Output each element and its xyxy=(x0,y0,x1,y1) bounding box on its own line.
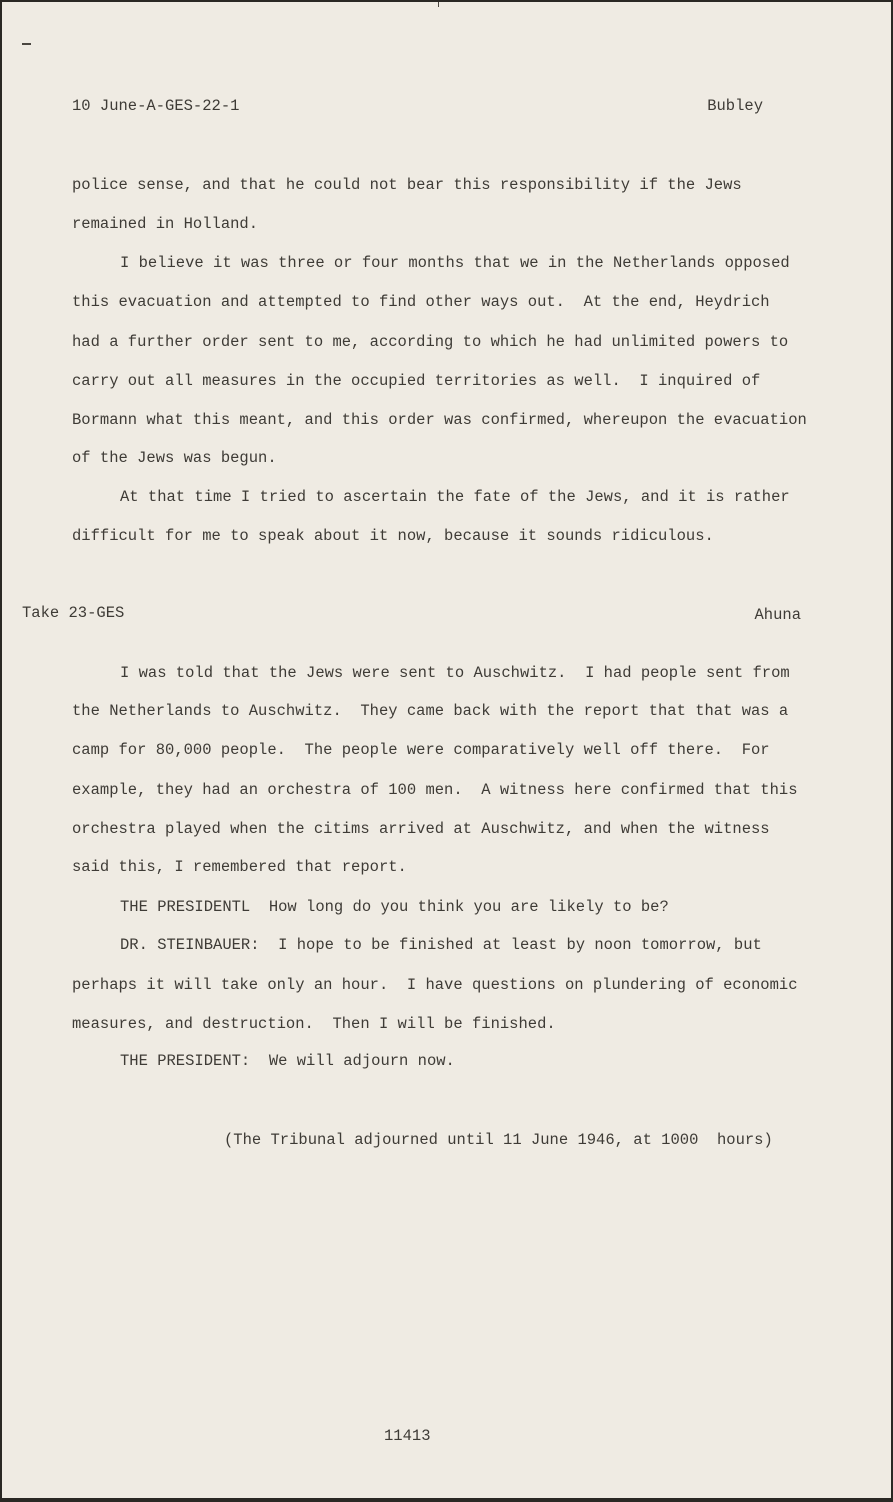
text-line: Bormann what this meant, and this order was confirmed, whereupon the evacuation xyxy=(72,411,807,429)
text-line: At that time I tried to ascertain the fate of the Jews, and it is rather xyxy=(120,488,790,506)
text-line: carry out all measures in the occupied territories as well. I inquired of xyxy=(72,372,761,390)
text-line: DR. STEINBAUER: I hope to be finished at least by noon tomorrow, but xyxy=(120,936,762,954)
text-line: camp for 80,000 people. The people were comparatively well off there. For xyxy=(72,741,770,759)
text-line: difficult for me to speak about it now, because it sounds ridiculous. xyxy=(72,527,714,545)
text-line: perhaps it will take only an hour. I have questions on plundering of economic xyxy=(72,976,798,994)
header-reporter: Bubley xyxy=(707,97,763,115)
text-line: the Netherlands to Auschwitz. They came back with the report that that was a xyxy=(72,702,789,720)
ink-mark xyxy=(22,43,31,45)
text-line: THE PRESIDENT: We will adjourn now. xyxy=(120,1052,455,1070)
text-line: orchestra played when the citims arrived at Auschwitz, and when the witness xyxy=(72,820,770,838)
ink-mark xyxy=(438,2,439,7)
text-line: I believe it was three or four months that we in the Netherlands opposed xyxy=(120,254,790,272)
text-line: said this, I remembered that report. xyxy=(72,858,407,876)
text-line: example, they had an orchestra of 100 men. A witness here confirmed that this xyxy=(72,781,798,799)
take-reporter: Ahuna xyxy=(754,606,801,624)
document-page xyxy=(2,2,891,1498)
text-line: I was told that the Jews were sent to Auschwitz. I had people sent from xyxy=(120,664,790,682)
text-line: measures, and destruction. Then I will be finished. xyxy=(72,1015,556,1033)
take-label: Take 23-GES xyxy=(22,604,125,622)
text-line: had a further order sent to me, according to which he had unlimited powers to xyxy=(72,333,789,351)
text-line: of the Jews was begun. xyxy=(72,449,277,467)
text-line: this evacuation and attempted to find other ways out. At the end, Heydrich xyxy=(72,293,770,311)
page-number: 11413 xyxy=(384,1427,431,1445)
header-reference: 10 June-A-GES-22-1 xyxy=(72,97,240,115)
text-line: THE PRESIDENTL How long do you think you are likely to be? xyxy=(120,898,669,916)
adjournment-note: (The Tribunal adjourned until 11 June 1946, at 1000 hours) xyxy=(224,1131,773,1149)
text-line: police sense, and that he could not bear this responsibility if the Jews xyxy=(72,176,742,194)
text-line: remained in Holland. xyxy=(72,215,259,233)
